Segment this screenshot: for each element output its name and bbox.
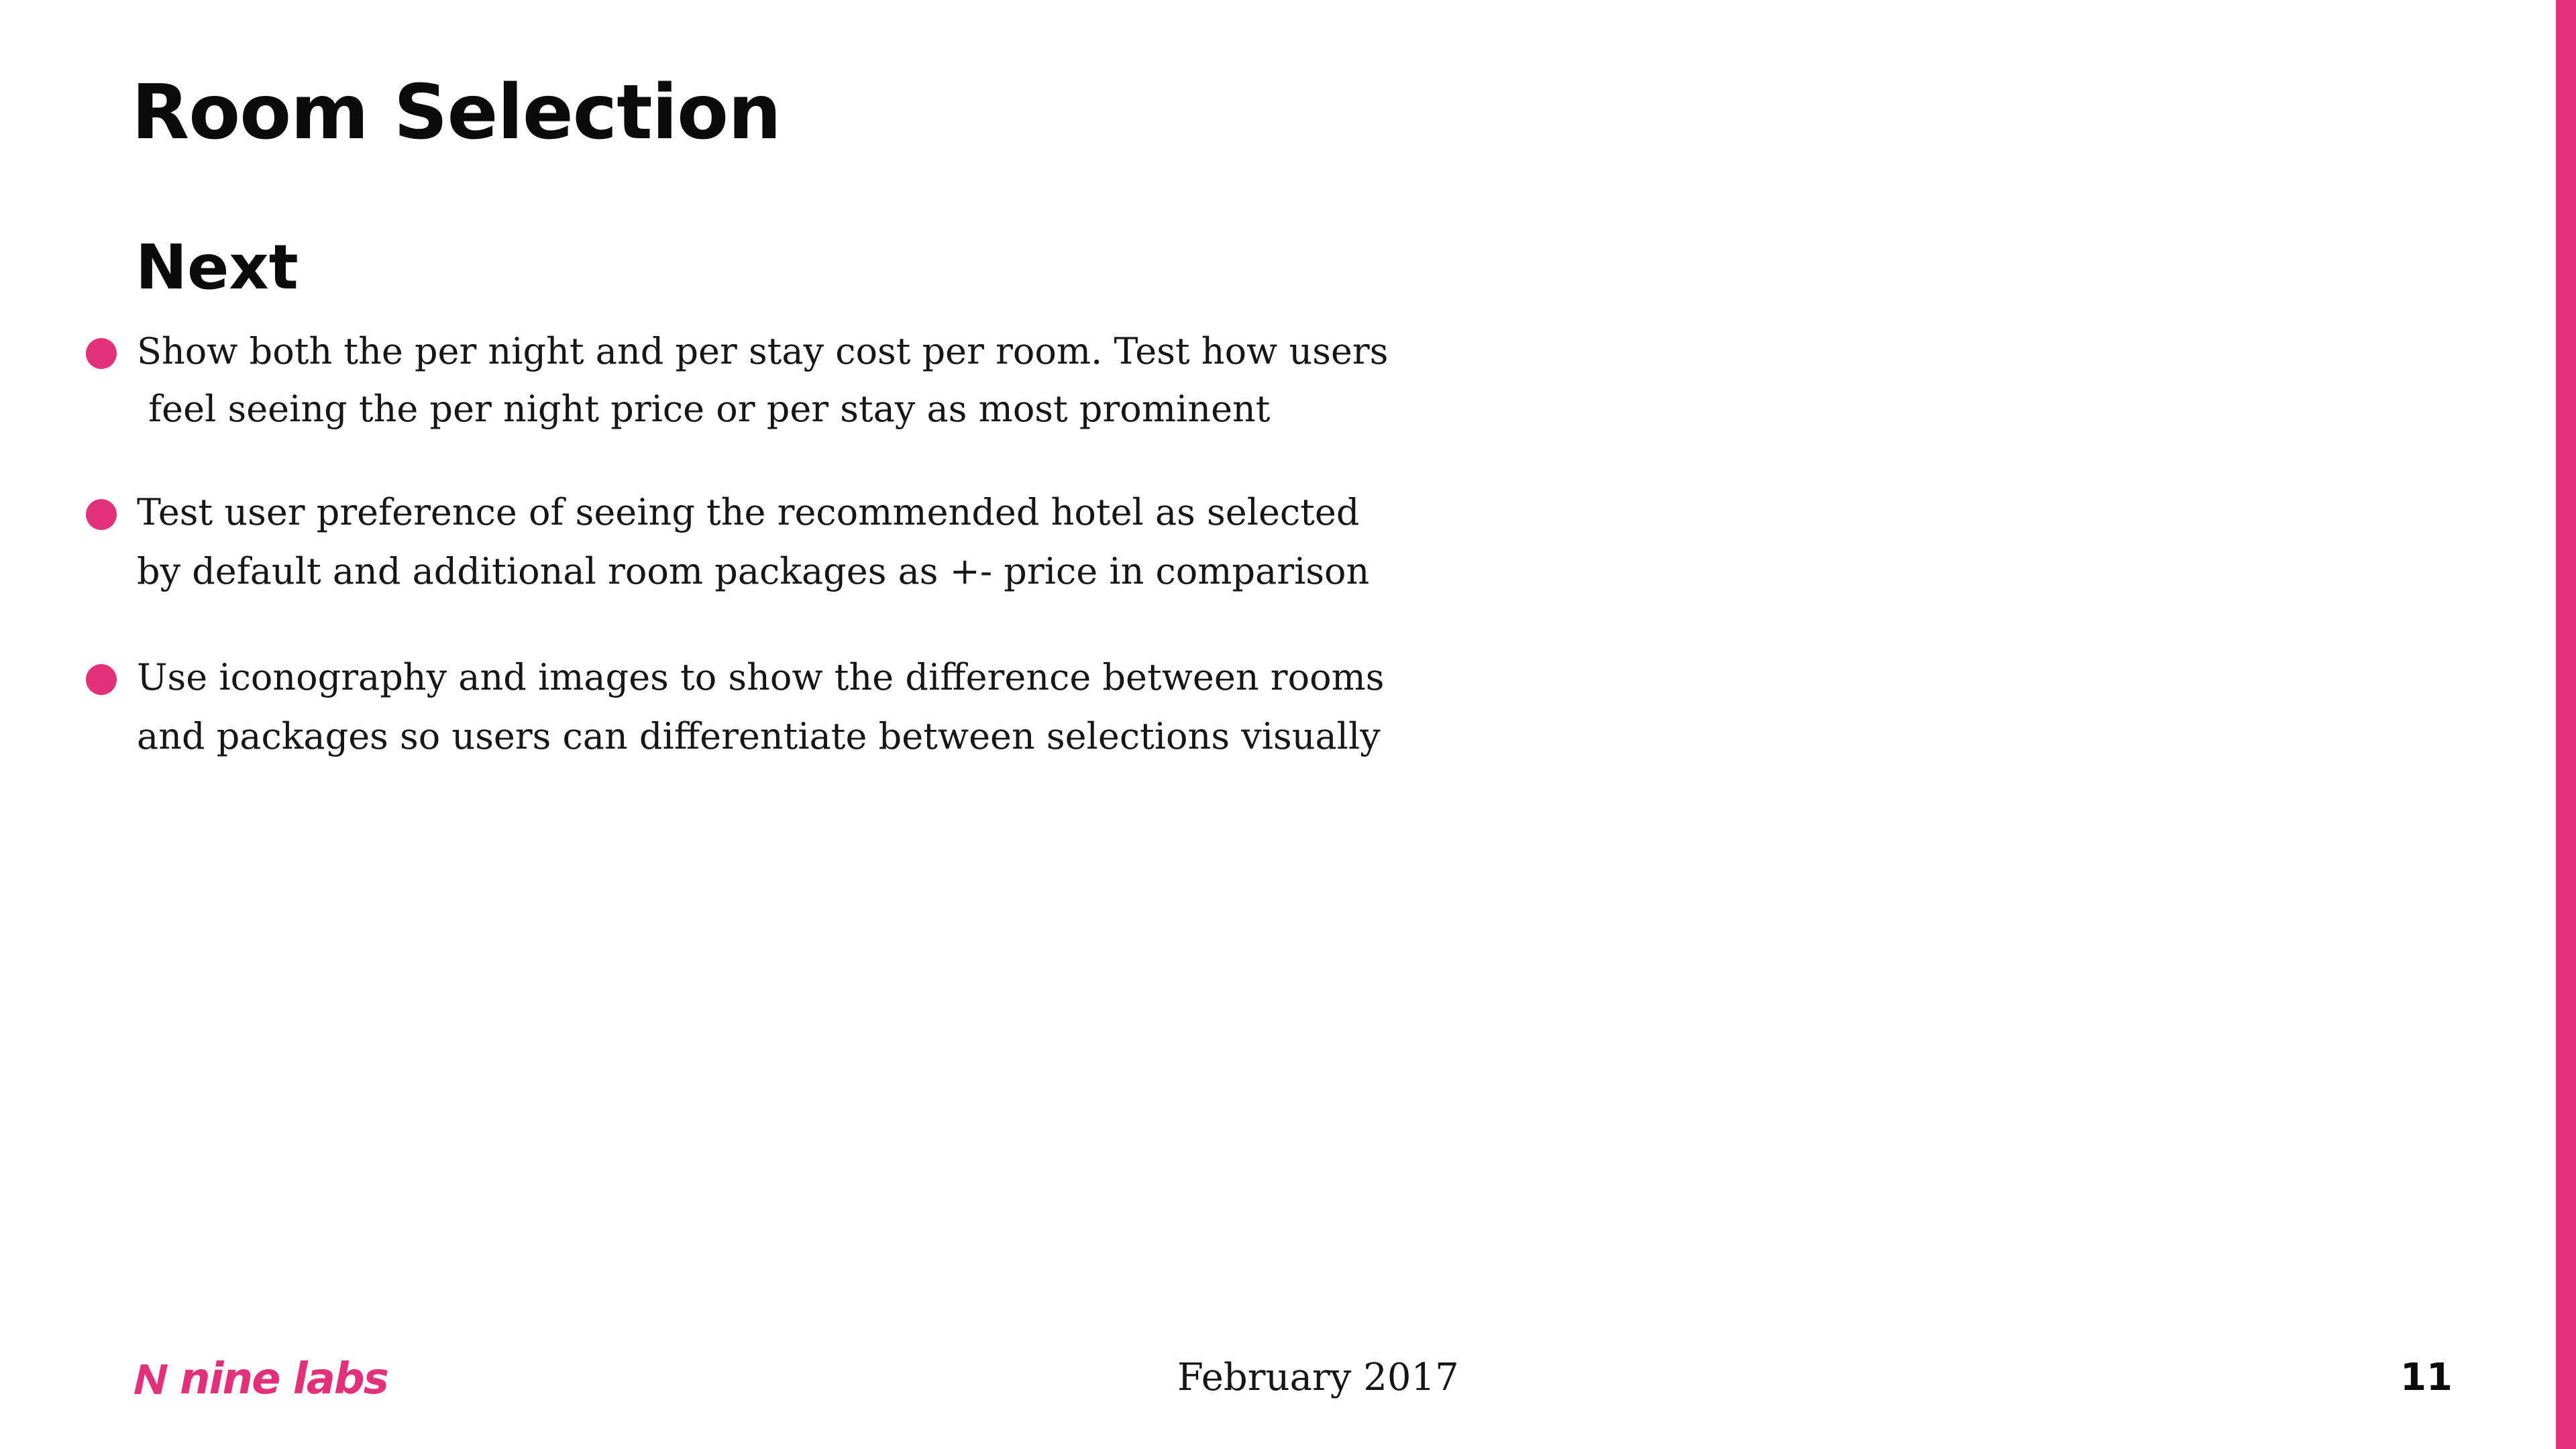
bullet-text-line: and packages so users can differentiate between selections visually — [137, 715, 1381, 757]
page-number: 11 — [2400, 1356, 2453, 1399]
logo-text: nine labs — [180, 1354, 388, 1404]
nine-labs-logo-icon — [133, 1359, 173, 1399]
bullet-text-line: Show both the per night and per stay cost per room. Test how users — [137, 330, 1389, 372]
bullet-dot-icon — [86, 499, 117, 530]
nine-labs-logo — [133, 1352, 388, 1406]
bullet-text-line: feel seeing the per night price or per stay as most prominent — [137, 388, 1271, 430]
slide-title: Room Selection — [131, 69, 781, 156]
footer-date: February 2017 — [1177, 1356, 1459, 1399]
accent-bar — [2556, 0, 2576, 1449]
bullet-text-line: by default and additional room packages as +- price in comparison — [137, 550, 1370, 592]
section-heading: Next — [136, 231, 299, 303]
bullet-text-line: Use iconography and images to show the difference between rooms — [137, 656, 1385, 698]
bullet-dot-icon — [86, 664, 117, 695]
bullet-text-line: Test user preference of seeing the recommended hotel as selected — [137, 491, 1360, 533]
bullet-dot-icon — [86, 338, 117, 369]
